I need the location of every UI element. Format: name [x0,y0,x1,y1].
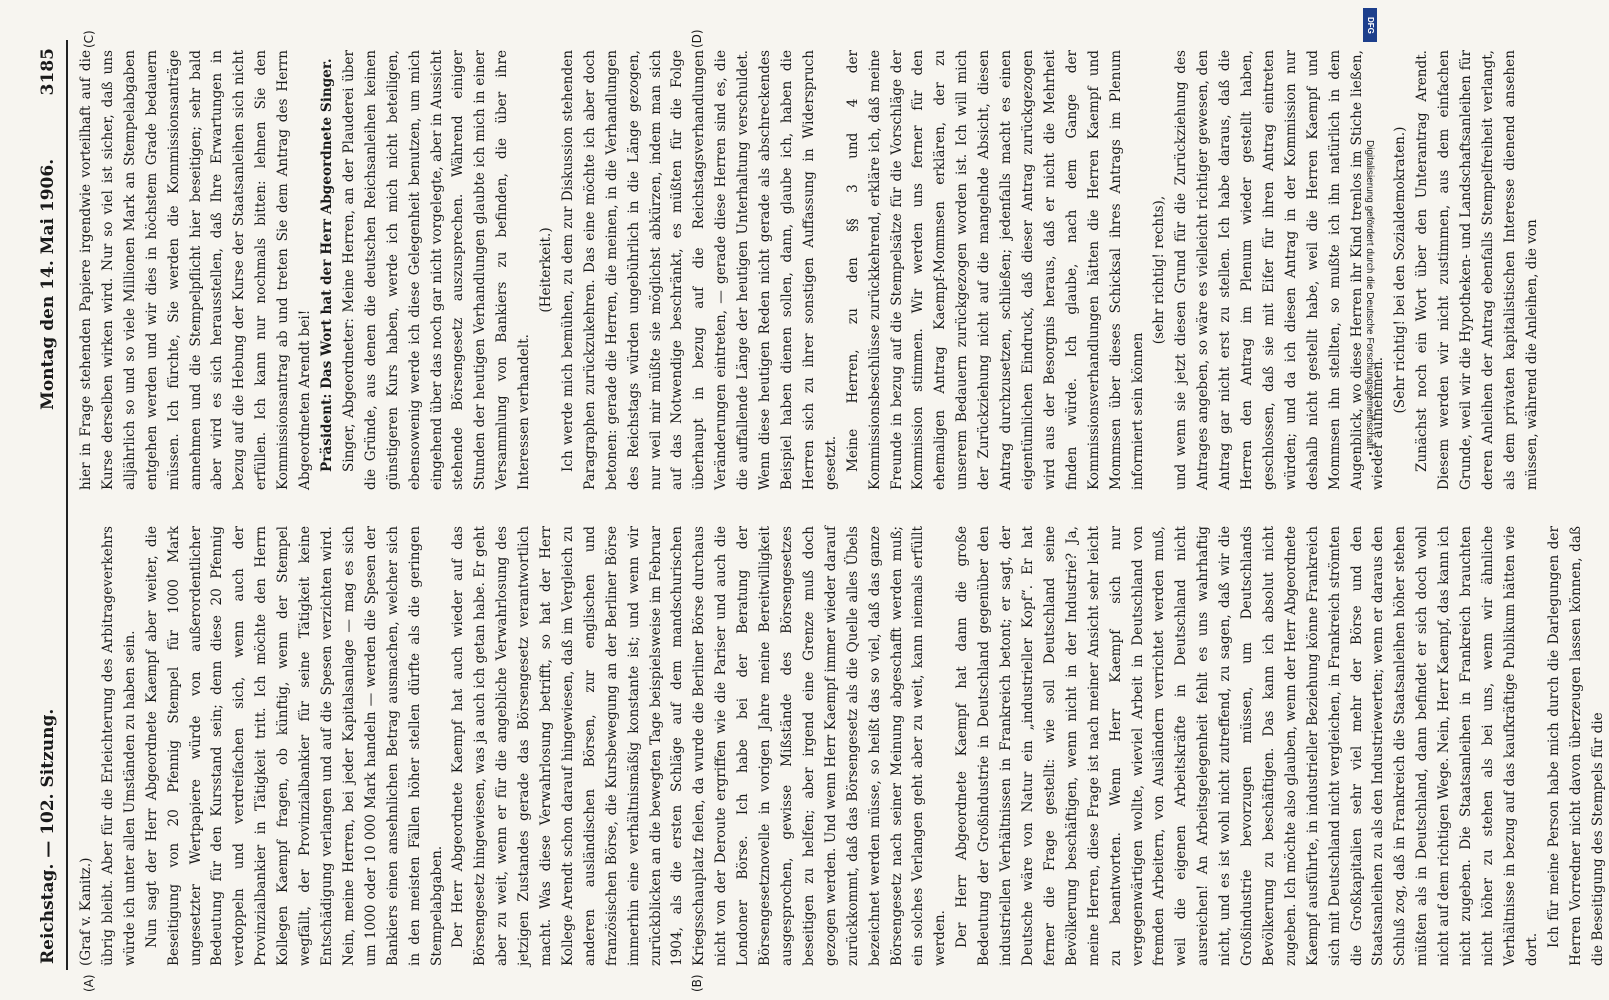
paragraph: Der Herr Abgeordnete Kaempf hat auch wieder auf das Börsengesetz hingewiesen, was ja auch ich getan habe. Er geht aber zu weit, wenn er für die angebliche Verwahrlosung des jetzigen Zustandes gerade das Börsengesetz verantwortlich macht. Was diese Verwahrlosung betrifft, so hat der Herr Kollege Arendt schon darauf hingewiesen, daß im Vergleich zu anderen ausländischen Börsen, zur englischen und französischen Börse, die Kursbewegung an der Berliner Börse immerhin eine verhältnismäßig konstante ist; und wenn wir zurückblicken an die bewegten Tage beispielsweise im Februar 1904, als die ersten Schläge auf dem mandschurischen Kriegsschauplatz fielen, da wurde die Berliner Börse durchaus nicht von der Deroute ergriffen wie die Pariser und auch die Londoner Börse. Ich habe bei der Beratung der Börsengesetznovelle in vorigen Jahre meine Bereitwilligkeit ausgesprochen, gewisse Mißstände des Börsengesetzes beseitigen zu helfen; aber irgend eine Grenze muß doch gezogen werden. Und wenn Herr Kaempf immer wieder darauf zurückkommt, daß das Börsengesetz als die Quelle alles Übels bezeichnet werden müsse, so heißt das so viel, daß das ganze Börsengesetz nach seiner Meinung abgeschafft werden muß; ein solches Verlangen geht aber zu weit, kann niemals erfüllt werden. [450,526,949,966]
margin-marker-a: (A) [82,974,96,992]
margin-marker-c: (C) [82,30,96,48]
credit-sidebar [1361,20,1375,980]
paragraph: Zunächst noch ein Wort über den Unterantrag Arendt. Diesem werden wir nicht zustimmen, aus dem einfachen Grunde, weil wir die Hypotheken- und Landschaftsanleihen für deren Anleihen der Antrag ebenfalls Stempelfreiheit verlangt, als dem privaten kapitalistischen Interesse dienend ansehen müssen, während die Anleihen, die von [1414,50,1540,490]
speaker-tag: (Graf v. Kanitz.) [78,857,94,966]
header-left: Reichstag. — 102. Sitzung. [38,708,58,964]
margin-marker-d: (D) [690,29,704,48]
paragraph: Singer, Abgeordneter: Meine Herren, an der Plauderei über die Gründe, aus denen die deutschen Reichsanleihen keinen günstigeren Kurs haben, werde ich mich nicht beteiligen, ebensowenig werde ich diese Gelegenheit benutzen, um mich eingehend über das noch gar nicht vorgelegte, aber in Aussicht stehende Börsengesetz auszusprechen. Während einiger Stunden der heutigen Verhandlungen glaubte ich mich in einer Versammlung von Bankiers zu befinden, die über ihre Interessen verhandelt. [340,50,533,490]
page-number: 3185 [38,48,58,96]
paragraph: hier in Frage stehenden Papiere irgendwie vorteilhaft auf die Kurse derselben wirken wird. Nur so viel ist sicher, daß uns alljährlich so und so viele Millionen Mark an Stempelabgaben entgehen werden und wir dies in höchstem Grade bedauern müssen. Ich fürchte, Sie werden die Kommissionsanträge annehmen und die Stempelpflicht hier beseitigen; sehr bald aber wird es sich herausstellen, daß Ihre Erwartungen in bezug auf die Hebung der Kurse der Staatsanleihen sich nicht erfüllen. Ich kann nur nochmals bitten: lehnen Sie den Kommissionsantrag ab und treten Sie dem Antrag des Herrn Abgeordneten Arendt bei! [78,50,314,490]
paragraph: Ich werde mich bemühen, zu dem zur Diskussion stehenden Paragraphen zurückzukehren. Das eine möchte ich aber doch betonen: gerade die Herren, die meinen, in die Verhandlungen des Reichstags würden ungebührlich in die Länge gezogen, nur weil mir müßte sie möglichst abkürzen, indem man sich auf das Notwendige beschränkt, es müßten für die Folge überhaupt in bezug auf die Reichstagsverhandlungen Veränderungen eintreten, — gerade diese Herren sind es, die die auffallende Länge der heutigen Unterhaltung verschuldet. Wenn diese heutigen Reden nicht gerade als abschreckendes Beispiel haben dienen sollen, dann, glaube ich, haben die Herren sich zu ihrer sonstigen Auffassung in Widerspruch gesetzt. [559,50,839,490]
paragraph: Der Herr Abgeordnete Kaempf hat dann die große Bedeutung der Großindustrie in Deutschland gegenüber den industriellen Verhältnissen in Frankreich betont; er sagt, der Deutsche wäre von Natur ein „industrieller Kopf“. Er hat ferner die Frage gestellt: wie soll Deutschland seine Bevölkerung beschäftigen, wenn nicht in der Industrie? Ja, meine Herren, diese Frage ist nach meiner Ansicht sehr leicht zu beantworten. Wenn Herr Kaempf sich nur vergegenwärtigen wollte, wieviel Arbeit in Deutschland von fremden Arbeitern, von Ausländern verrichtet werden muß, weil die eigenen Arbeitskräfte in Deutschland nicht ausreichen! An Arbeitsgelegenheit fehlt es uns wahrhaftig nicht, und es ist wohl nicht zutreffend, zu sagen, daß wir die Großindustrie bevorzugen müssen, um Deutschlands Bevölkerung zu beschäftigen. Das kann ich absolut nicht zugeben. Ich möchte also glauben, wenn der Herr Abgeordnete Kaempf ausführte, in industrieller Beziehung könne Frankreich sich mit Deutschland nicht vergleichen, in Frankreich strömten die Großkapitalien sehr viel mehr der Börse und den Staatsanleihen zu als den Industriewerten; wenn er daraus den Schluß zog, daß in Frankreich die Staatsanleihen höher stehen müßten als in Deutschland, dann befindet er sich doch wohl nicht auf dem richtigen Wege. Nein, Herr Kaempf, das kann ich nicht zugeben. Die Staatsanleihen in Frankreich brauchten nicht höher zu stehen als bei uns, wenn wir ähnliche Verhältnisse in bezug auf das kaufkräftige Publikum hätten wie dort. [954,526,1540,966]
president-statement: Präsident: Das Wort hat der Herr Abgeordnete Singer. [318,58,335,472]
paragraph: Meine Herren, zu den §§ 3 und 4 der Kommissionsbeschlüsse zurückkehrend, erkläre ich, daß meine Freunde in bezug auf die Stempelsätze für die Vorschläge der Kommission stimmen. Wir werden uns ferner für den ehemaligen Antrag Kaempf-Mommsen erklären, der zu unserem Bedauern zurückgezogen worden ist. Ich will mich der Zurückziehung nicht auf die mangelnde Absicht, diesen Antrag durchzusetzen, schließen; jedenfalls macht es einen eigentümlichen Eindruck, daß dieser Antrag zurückgezogen wird aus der Besorgnis heraus, daß er nicht die Mehrheit finden würde. Ich glaube, nach dem Gange der Kommissionsverhandlungen hätten die Herren Kaempf und Mommsen über dieses Schicksal ihres Antrags im Plenum informiert sein können [844,50,1146,490]
interjection: (Heiterkeit.) [538,227,555,313]
margin-marker-b: (B) [690,974,704,992]
interjection: (sehr richtig! rechts), [1151,195,1168,345]
dfg-logo: DFG [1363,8,1377,42]
paragraph: Ich für meine Person habe mich durch die Darlegungen der Herren Vorredner nicht davon überzeugen lassen können, daß die Beseitigung des Stempels für die [1545,526,1606,966]
page-header [30,40,68,970]
interjection: (Sehr richtig! bei den Sozialdemokraten.) [1392,126,1409,414]
paragraph: und wenn sie jetzt diesen Grund für die Zurückziehung des Antrages angeben, so wäre es vielleicht richtiger gewesen, den Antrag gar nicht erst zu stellen. Ich habe daraus, daß die Herren den Antrag im Plenum wieder gestellt haben, geschlossen, daß sie mit Eifer für ihren Antrag eintreten würden; und da ich diesen Antrag in der Kommission nur deshalb nicht gestellt habe, weil die Herren Kaempf und Mommsen ihn stellten, so mußte ich ihn natürlich in dem Augenblick, wo diese Herren ihr Kind trenlos im Stiche ließen, wieder aufnehmen. [1173,50,1387,490]
paragraph: übrig bleibt. Aber für die Erleichterung des Arbitrageverkehrs würde ich unter allen Umständen zu haben sein. [99,526,138,966]
paragraph: Nun sagt der Herr Abgeordnete Kaempf aber weiter, die Beseitigung von 20 Pfennig Stempel für 1000 Mark ungesetzter Wertpapiere würde von außerordentlicher Bedeutung für den Kursstand sein; denn diese 20 Pfennig verdoppeln und verdreifachen sich, wenn auch der Provinzialbankier in Tätigkeit tritt. Ich möchte den Herrn Kollegen Kaempf fragen, ob künftig, wenn der Stempel wegfällt, der Provinzialbankier für seine Tätigkeit keine Entschädigung verlangen und auf die Spesen verzichten wird. Nein, meine Herren, bei jeder Kapitalsanlage — mag es sich um 1000 oder 10 000 Mark handeln — werden die Spesen der Bankiers einen ansehnlichen Betrag ausmachen, welcher sich in den meisten Fällen höher stellen dürfte als die geringen Stempelabgaben. [143,526,445,966]
digitization-credit: Digitalisierung gefördert durch die Deutsche Forschungsgemeinschaft • [1364,140,1375,456]
header-date: Montag den 14. Mai 1906. [38,158,58,410]
left-column [76,526,1606,966]
